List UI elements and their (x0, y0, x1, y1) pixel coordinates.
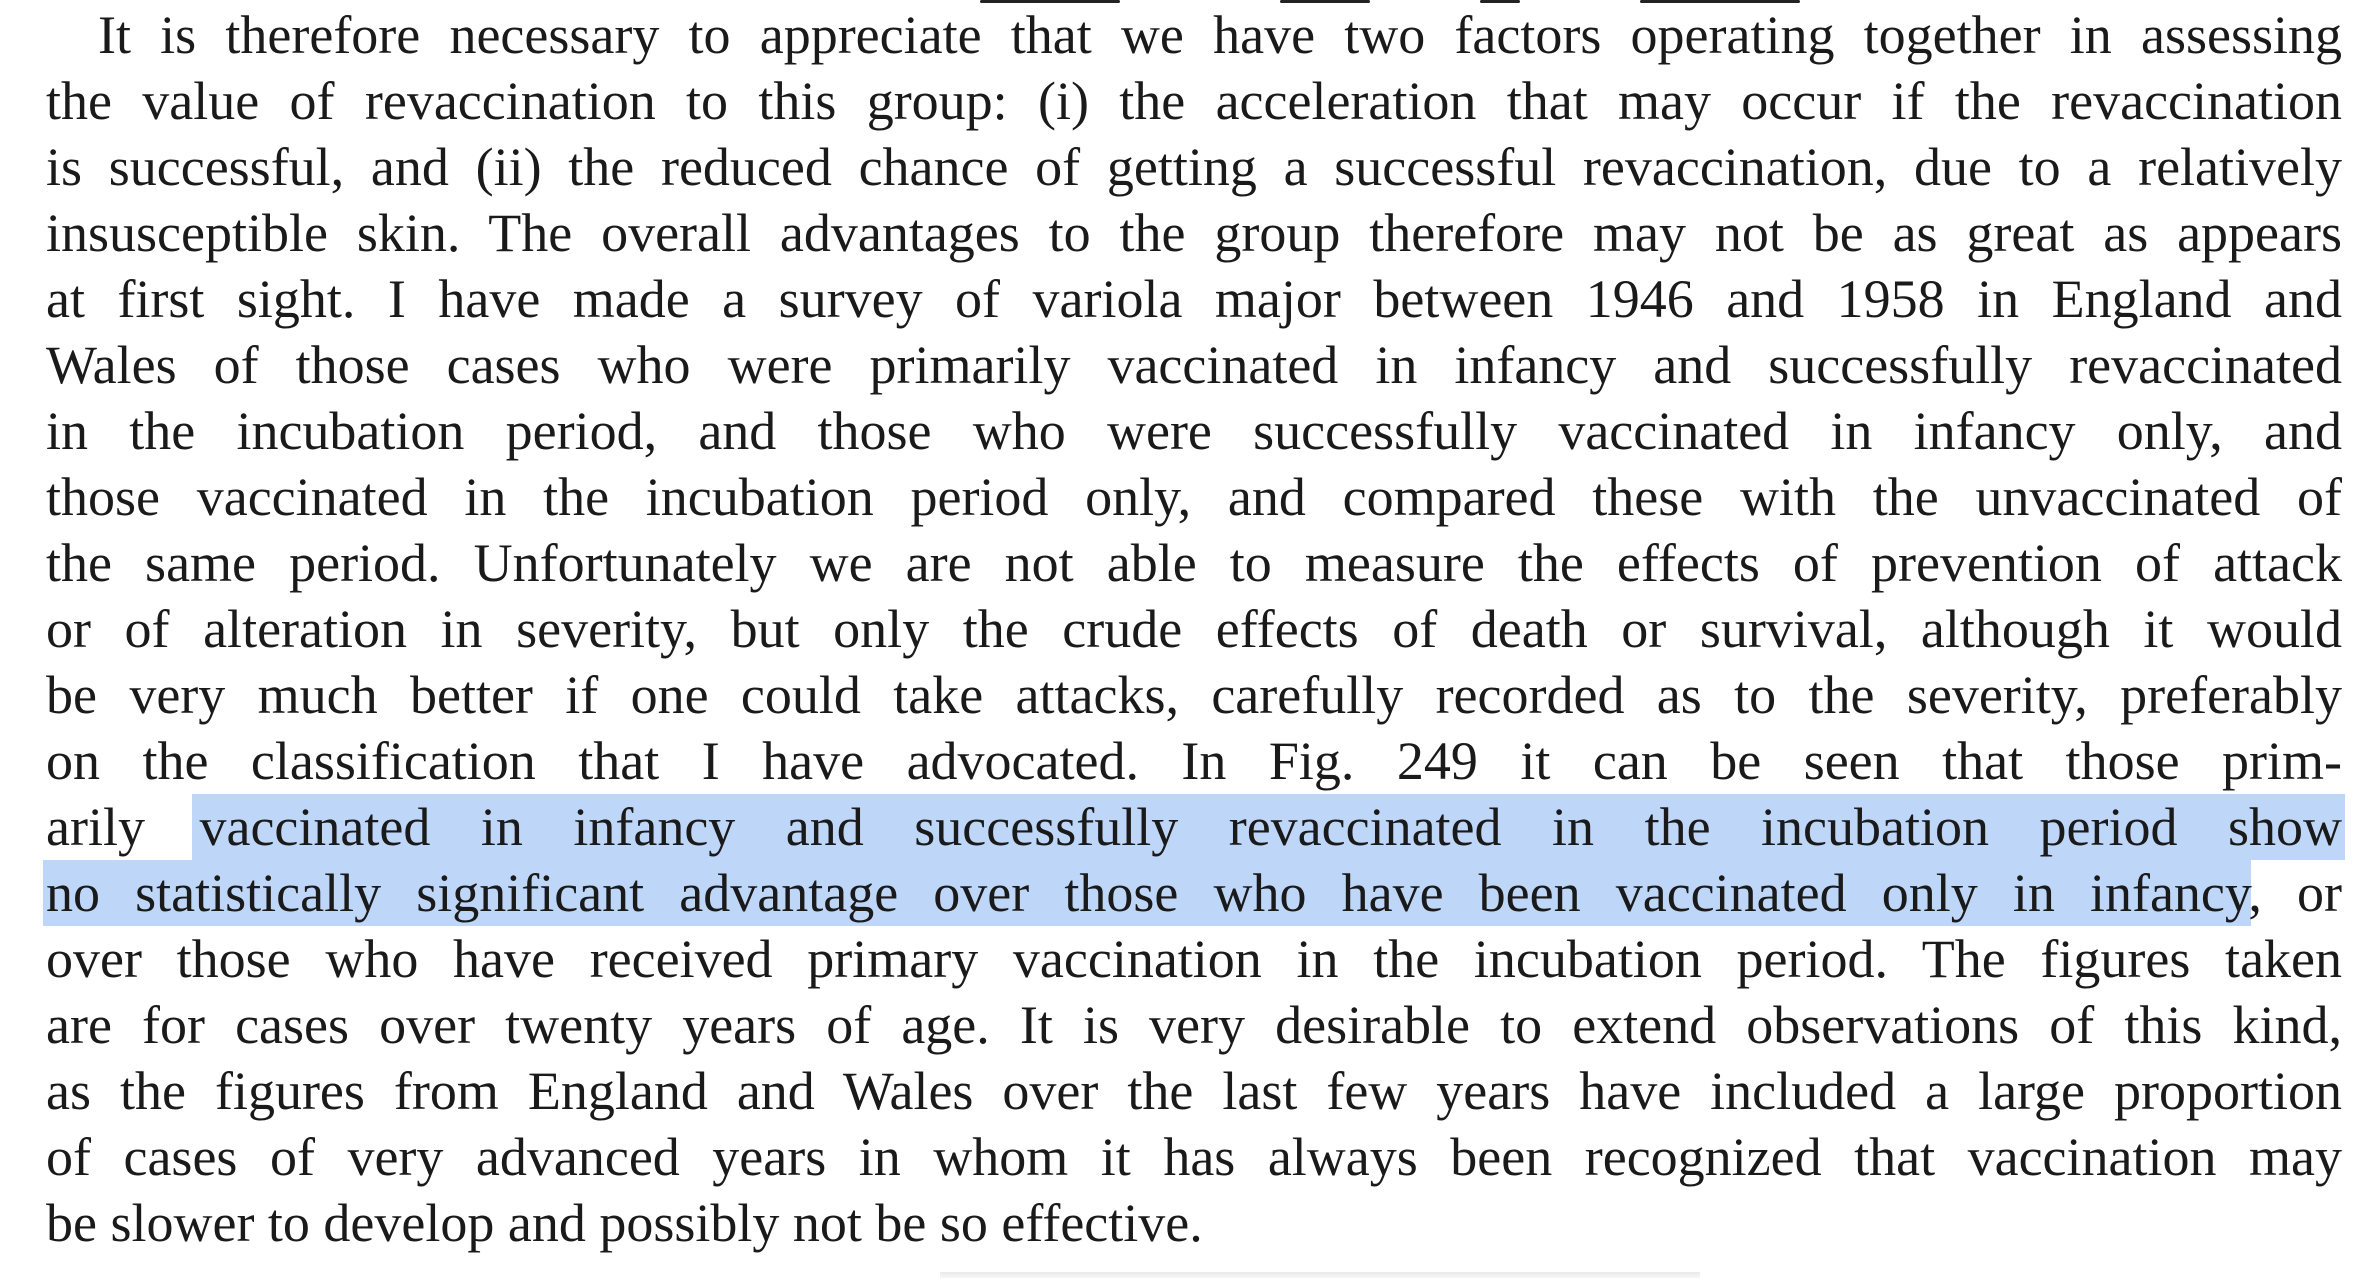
text-line: be very much better if one could take attacks, carefully recorded as to the severity, preferably (46, 665, 2342, 725)
text-line: Wales of those cases who were primarily vaccinated in infancy and successfully revaccinated (46, 335, 2342, 395)
text-line: It is therefore necessary to appreciate that we have two factors operating together in assessing (98, 5, 2342, 65)
text-line: of cases of very advanced years in whom it has always been recognized that vaccination may (46, 1127, 2342, 1187)
text-line: be slower to develop and possibly not be so effective. (46, 1193, 1203, 1253)
text-line: the value of revaccination to this group: (i) the acceleration that may occur if the revaccination (46, 71, 2342, 131)
text-line: are for cases over twenty years of age. It is very desirable to extend observations of this kind, (46, 995, 2342, 1055)
highlighted-line (46, 794, 2342, 860)
text-line: insusceptible skin. The overall advantages to the group therefore may not be as great as appears (46, 203, 2342, 263)
text-line: or of alteration in severity, but only the crude effects of death or survival, although it would (46, 599, 2342, 659)
line-trail-text: , or (2248, 863, 2343, 923)
text-line: the same period. Unfortunately we are not able to measure the effects of prevention of attack (46, 533, 2342, 593)
highlighted-line (46, 860, 2342, 926)
text-line: those vaccinated in the incubation period only, and compared these with the unvaccinated of (46, 467, 2342, 527)
text-highlight[interactable]: vaccinated in infancy and successfully revaccinated in the incubation period show (195, 797, 2342, 857)
text-highlight[interactable]: no statistically significant advantage over those who have been vaccinated only in infancy (46, 863, 2249, 923)
text-line: in the incubation period, and those who were successfully vaccinated in infancy only, and (46, 401, 2342, 461)
text-line: over those who have received primary vaccination in the incubation period. The figures taken (46, 929, 2342, 989)
line-lead-text: arily (46, 797, 196, 857)
text-line: at first sight. I have made a survey of variola major between 1946 and 1958 in England and (46, 269, 2342, 329)
text-line: as the figures from England and Wales over the last few years have included a large proportion (46, 1061, 2342, 1121)
text-line: on the classification that I have advocated. In Fig. 249 it can be seen that those prim- (46, 731, 2342, 791)
page-edge-shadow (940, 1272, 1700, 1278)
text-line: is successful, and (ii) the reduced chance of getting a successful revaccination, due to a relatively (46, 137, 2342, 197)
